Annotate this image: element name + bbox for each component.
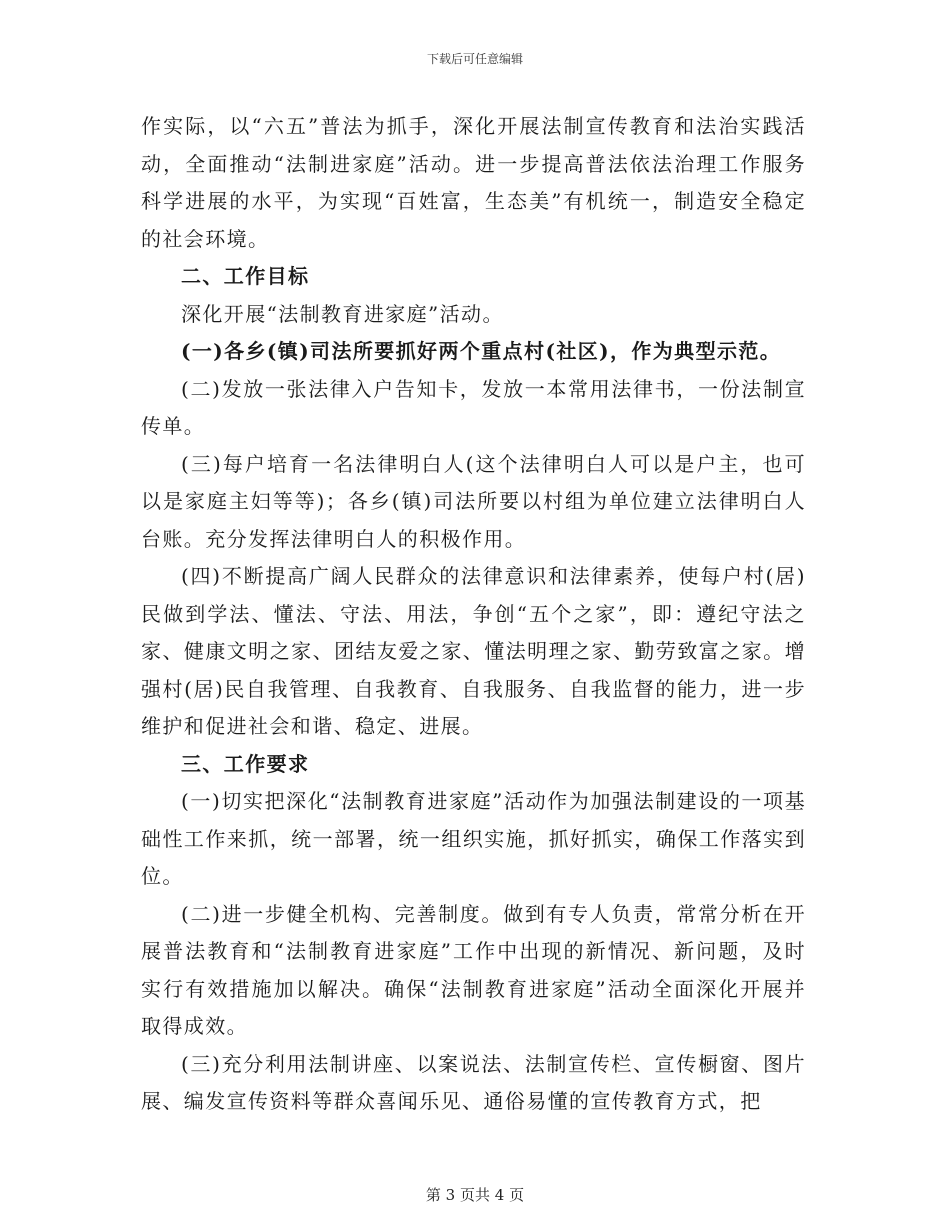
- requirement-item: (二)进一步健全机构、完善制度。做到有专人负责，常常分析在开展普法教育和“法制教育进家庭”工作中出现的新情况、新问题，及时实行有效措施加以解决。确保“法制教育进家庭”活动全面深化开展并取得成效。: [141, 901, 806, 1038]
- document-body: [141, 108, 806, 1121]
- body-paragraph: 深化开展“法制教育进家庭”活动。: [181, 301, 504, 326]
- requirement-item: (三)充分利用法制讲座、以案说法、法制宣传栏、宣传橱窗、图片展、编发宣传资料等群众喜闻乐见、通俗易懂的宣传教育方式，把: [141, 1051, 806, 1113]
- section-heading: 三、工作要求: [181, 751, 310, 776]
- goal-item: (四)不断提高广阔人民群众的法律意识和法律素养，使每户村(居)民做到学法、懂法、守法、用法，争创“五个之家”，即：遵纪守法之家、健康文明之家、团结友爱之家、懂法明理之家、勤劳致富之家。增强村(居)民自我管理、自我教育、自我服务、自我监督的能力，进一步维护和促进社会和谐、稳定、进展。: [141, 564, 806, 738]
- section-heading: 二、工作目标: [181, 264, 310, 288]
- page-header: 下载后可任意编辑: [426, 52, 523, 66]
- goal-item: (一)各乡(镇)司法所要抓好两个重点村(社区)，作为典型示范。: [181, 339, 782, 363]
- requirement-item: (一)切实把深化“法制教育进家庭”活动作为加强法制建设的一项基础性工作来抓，统一部署，统一组织实施，抓好抓实，确保工作落实到位。: [141, 789, 806, 888]
- goal-item: (二)发放一张法律入户告知卡，发放一本常用法律书，一份法制宣传单。: [141, 376, 806, 438]
- goal-item: (三)每户培育一名法律明白人(这个法律明白人可以是户主，也可以是家庭主妇等等)；各乡(镇)司法所要以村组为单位建立法律明白人台账。充分发挥法律明白人的积极作用。: [141, 451, 806, 551]
- body-paragraph: 作实际，以“六五”普法为抓手，深化开展法制宣传教育和法治实践活动，全面推动“法制进家庭”活动。进一步提高普法依法治理工作服务科学进展的水平，为实现“百姓富，生态美”有机统一，制造安全稳定的社会环境。: [141, 114, 806, 251]
- page-footer: 第 3 页共 4 页: [425, 1186, 525, 1204]
